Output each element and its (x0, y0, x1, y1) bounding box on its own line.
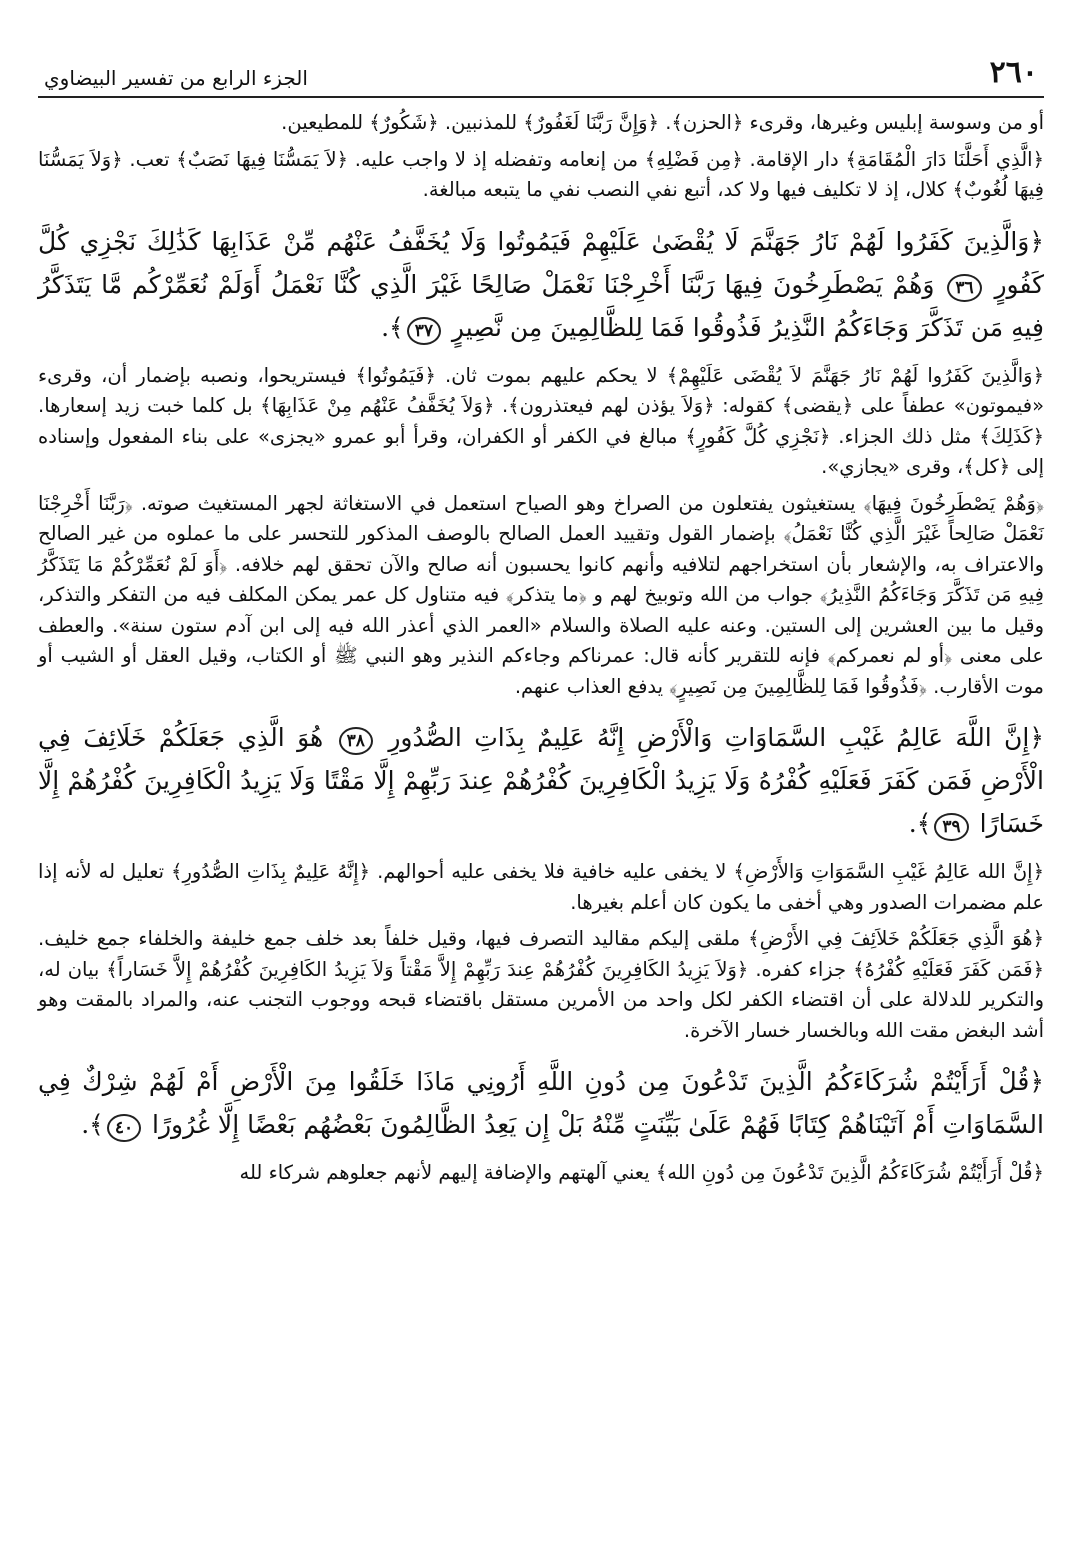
page-header (38, 50, 1044, 98)
ayah-number-marker: ٣٦ (947, 274, 981, 302)
commentary-paragraph: أو من وسوسة إبليس وغيرها، وقرىء ﴿الحزن﴾. ﴿وَإِنَّ رَبَّنَا لَغَفُورٌ﴾ للمذنبين. ﴿شَكُورٌ﴾ للمطيعين. (281, 111, 1044, 134)
book-page (38, 50, 1044, 1195)
ayah-number-marker: ٣٩ (934, 813, 968, 841)
verse-text: ﴿قُلْ أَرَأَيْتُمْ شُرَكَاءَكُمُ الَّذِينَ تَدْعُونَ مِن دُونِ اللَّهِ أَرُونِي مَاذَا خَلَقُوا مِنَ الْأَرْضِ أَمْ لَهُمْ شِرْكٌ فِي السَّمَاوَاتِ أَمْ آتَيْنَاهُمْ كِتَابًا فَهُمْ عَلَىٰ بَيِّنَتٍ مِّنْهُ بَلْ إِن يَعِدُ الظَّالِمُونَ بَعْضُهُم بَعْضًا إِلَّا غُرُورًا (38, 1067, 1044, 1139)
verse-text: ﴿إِنَّ اللَّهَ عَالِمُ غَيْبِ السَّمَاوَاتِ وَالْأَرْضِ إِنَّهُ عَلِيمٌ بِذَاتِ الصُّدُورِ (388, 723, 1045, 752)
quran-verse-block (38, 220, 1044, 349)
running-title: الجزء الرابع من تفسير البيضاوي (44, 66, 308, 90)
commentary-paragraph: ﴿الَّذِي أَحَلَّنَا دَارَ الْمُقَامَةِ﴾ دار الإقامة. ﴿مِن فَضْلِهِ﴾ من إنعامه وتفضله إذ لا واجب عليه. ﴿لاَ يَمَسُّنَا فِيهَا نَصَبٌ﴾ تعب. ﴿وَلاَ يَمَسُّنَا فِيهَا لُغُوبٌ﴾ كلال، إذ لا تكليف فيها ولا كد، أتبع نفي النصب نفي ما يتبعه مبالغة. (38, 147, 1044, 201)
commentary-paragraph: ﴿وَهُمْ يَصْطَرِخُونَ فِيهَا﴾ يستغيثون يفتعلون من الصراخ وهو الصياح استعمل في الاستغاثة لجهر المستغيث صوته. ﴿رَبَّنَا أَخْرِجْنَا نَعْمَلْ صَالِحاً غَيْرَ الَّذِي كُنَّا نَعْمَلُ﴾ بإضمار القول وتقييد العمل الصالح بالوصف المذكور للتحسر على ما عملوه من غير الصالح والاعتراف به، والإشعار بأن استخراجهم لتلافيه وأنهم كانوا يحسبون أنه صالح والآن تحقق لهم خلافه. ﴿أَوَ لَمْ نُعَمِّرْكُمْ مَا يَتَذَكَّرُ فِيهِ مَن تَذَكَّرَ وَجَاءَكُمُ النَّذِيرُ﴾ جواب من الله وتوبيخ لهم و ﴿ما يتذكر﴾ فيه متناول كل عمر يمكن المكلف فيه من التفكر والتذكر، وقيل ما بين العشرين إلى الستين. وعنه عليه الصلاة والسلام «العمر الذي أعذر الله فيه إلى ابن آدم ستون سنة». والعطف على معنى ﴿أو لم نعمركم﴾ فإنه للتقرير كأنه قال: عمرناكم وجاءكم النذير وهو النبي ﷺ أو الكتاب، وقيل العقل أو الشيب أو موت الأقارب. ﴿فَذُوقُوا فَمَا لِلظَّالِمِينَ مِن نَصِيرٍ﴾ يدفع العذاب عنهم. (38, 491, 1044, 698)
ayah-number-marker: ٣٧ (407, 317, 441, 345)
page-number: ٢٦٠ (989, 55, 1038, 90)
commentary-paragraph: ﴿قُلْ أَرَأَيْتُمْ شُرَكَاءَكُمُ الَّذِينَ تَدْعُونَ مِن دُونِ الله﴾ يعني آلهتهم والإضافة إليهم لأنهم جعلوهم شركاء لله (239, 1161, 1044, 1184)
verse-text: ﴿وَالَّذِينَ كَفَرُوا لَهُمْ نَارُ جَهَنَّمَ لَا يُقْضَىٰ عَلَيْهِمْ فَيَمُوتُوا وَلَا يُخَفَّفُ عَنْهُم مِّنْ عَذَابِهَا كَذَٰلِكَ نَجْزِي كُلَّ كَفُورٍ (38, 226, 1045, 299)
verse-text: وَهُمْ يَصْطَرِخُونَ فِيهَا رَبَّنَا أَخْرِجْنَا نَعْمَلْ صَالِحًا غَيْرَ الَّذِي كُنَّا نَعْمَلُ أَوَلَمْ نُعَمِّرْكُم مَّا يَتَذَكَّرُ فِيهِ مَن تَذَكَّرَ وَجَاءَكُمُ النَّذِيرُ فَذُوقُوا فَمَا لِلظَّالِمِينَ مِن نَّصِيرٍ (38, 269, 1044, 342)
quran-verse-block (38, 716, 1044, 845)
ayah-number-marker: ٤٠ (107, 1114, 141, 1142)
commentary-paragraph: ﴿هُوَ الَّذِي جَعَلَكُمْ خَلاَئِفَ فِي الأَرْضِ﴾ ملقى إليكم مقاليد التصرف فيها، وقيل خلفاً بعد خلف جمع خليفة والخلفاء جمع خليف. ﴿فَمَن كَفَرَ فَعَلَيْهِ كُفْرُهُ﴾ جزاء كفره. ﴿وَلاَ يَزِيدُ الكَافِرِينَ كُفْرُهُمْ عِندَ رَبِّهِمْ إِلاَّ مَقْتاً وَلاَ يَزِيدُ الكَافِرِينَ كُفْرُهُمْ إِلاَّ خَسَاراً﴾ بيان له، والتكرير للدلالة على أن اقتضاء الكفر لكل واحد من الأمرين مستقل باقتضاء قبحه ووجوب التجنب عنه، والمراد بالمقت وهو أشد البغض مقت الله وبالخسار خسار الآخرة. (38, 927, 1044, 1042)
ayah-number-marker: ٣٨ (339, 727, 373, 755)
page-content (38, 108, 1044, 1189)
quran-verse-block (38, 1060, 1044, 1146)
verse-end: ﴾. (908, 809, 932, 838)
verse-end: ﴾. (381, 312, 404, 342)
verse-text: هُوَ الَّذِي جَعَلَكُمْ خَلَائِفَ فِي الْأَرْضِ فَمَن كَفَرَ فَعَلَيْهِ كُفْرُهُ وَلَا يَزِيدُ الْكَافِرِينَ كُفْرُهُمْ عِندَ رَبِّهِمْ إِلَّا مَقْتًا وَلَا يَزِيدُ الْكَافِرِينَ كُفْرُهُمْ إِلَّا خَسَارًا (38, 723, 1044, 838)
commentary-paragraph: ﴿إِنَّ الله عَالِمُ غَيْبِ السَّمَوَاتِ وَالأَرْضِ﴾ لا يخفى عليه خافية فلا يخفى عليه أحوالهم. ﴿إِنَّهُ عَلِيمٌ بِذَاتِ الصُّدُورِ﴾ تعليل له لأنه إذا علم مضمرات الصدور وهي أخفى ما يكون كان أعلم بغيرها. (38, 860, 1044, 914)
commentary-paragraph: ﴿وَالَّذِينَ كَفَرُوا لَهُمْ نَارُ جَهَنَّمَ لاَ يُقْضَى عَلَيْهِمْ﴾ لا يحكم عليهم بموت ثان. ﴿فَيَمُوتُوا﴾ فيستريحوا، ونصبه بإضمار أن، وقرىء «فيموتون» عطفاً على ﴿يقضى﴾ كقوله: ﴿وَلاَ يؤذن لهم فيعتذرون﴾. ﴿وَلاَ يُخَفَّفُ عَنْهُم مِنْ عَذَابِهَا﴾ بل كلما خبت زيد إسعارها. ﴿كَذَلِكَ﴾ مثل ذلك الجزاء. ﴿نَجْزِي كُلَّ كَفُورٍ﴾ مبالغ في الكفر أو الكفران، وقرأ أبو عمرو «يجزى» على بناء المفعول وإسناده إلى ﴿كل﴾، وقرى «يجازي». (38, 363, 1044, 478)
verse-end: ﴾. (81, 1110, 104, 1139)
